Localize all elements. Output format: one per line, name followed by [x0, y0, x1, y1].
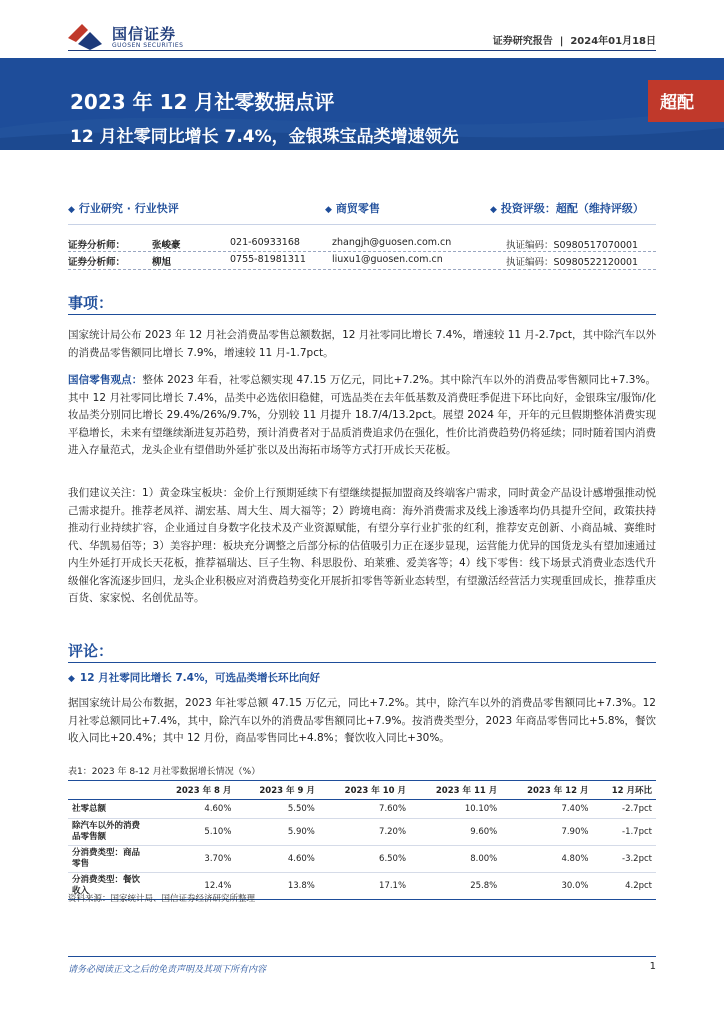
- analyst-cert: 执证编码：S0980522120001: [506, 257, 639, 268]
- table-header-cell: 2023 年 8 月: [152, 781, 235, 800]
- event-heading-rule: [68, 314, 656, 315]
- company-logo: [68, 22, 228, 52]
- table-cell: 4.80%: [501, 846, 592, 873]
- row-label: 社零总额: [68, 800, 152, 819]
- rating-badge: 超配: [660, 93, 694, 113]
- table-cell: 5.90%: [235, 819, 318, 846]
- view-label: 国信零售观点：: [68, 374, 143, 386]
- review-bullet-text: 12 月社零同比增长 7.4%，可选品类增长环比向好: [79, 672, 320, 684]
- analyst-divider: [68, 251, 656, 252]
- table-cell: 9.60%: [410, 819, 501, 846]
- analyst-cert: 执证编码：S0980517070001: [506, 240, 639, 251]
- table-cell: 8.00%: [410, 846, 501, 873]
- logo-text-cn: 国信证券: [112, 25, 177, 43]
- report-type: 证券研究报告: [492, 36, 553, 47]
- table-row: [68, 846, 656, 873]
- diamond-icon: ◆: [68, 674, 75, 684]
- table-cell: 4.60%: [235, 846, 318, 873]
- table-header-cell: [68, 781, 152, 800]
- table-cell: 5.10%: [152, 819, 235, 846]
- logo-text-en: GUOSEN SECURITIES: [112, 42, 184, 49]
- meta-category: [68, 200, 179, 216]
- table-header-row: [68, 781, 656, 800]
- report-date: 2024年01月18日: [570, 36, 656, 47]
- header-separator: |: [556, 36, 567, 47]
- event-paragraph: 国家统计局公布 2023 年 12 月社会消费品零售总额数据，12 月社零同比增长 7.4%，增速较 11 月-2.7pct，其中除汽车以外的消费品零售额同比增长 7.9%，增速较 11 月-1.7pct。: [68, 329, 656, 359]
- meta-industry-text: 商贸零售: [335, 202, 380, 215]
- diamond-icon: ◆: [68, 205, 75, 215]
- footer-disclaimer: 请务必阅读正文之后的免责声明及其项下所有内容: [68, 965, 267, 975]
- analyst-role: 证券分析师：: [68, 257, 126, 268]
- table-row: [68, 819, 656, 846]
- analyst-divider: [68, 269, 656, 270]
- analyst-email[interactable]: zhangjh@guosen.com.cn: [332, 237, 452, 248]
- review-heading-rule: [68, 662, 656, 663]
- table-row: [68, 800, 656, 819]
- diamond-icon: ◆: [490, 205, 497, 215]
- diamond-icon: ◆: [325, 205, 332, 215]
- analyst-phone: 0755-81981311: [230, 254, 306, 265]
- review-bullet: [68, 670, 320, 685]
- table-cell: -1.7pct: [592, 819, 656, 846]
- meta-divider: [68, 224, 656, 225]
- table-cell: 17.1%: [319, 873, 410, 900]
- table-cell: 5.50%: [235, 800, 318, 819]
- table-cell: 3.70%: [152, 846, 235, 873]
- report-header-info: [493, 32, 656, 47]
- table-cell: 6.50%: [319, 846, 410, 873]
- table-cell: 30.0%: [501, 873, 592, 900]
- analyst-email[interactable]: liuxu1@guosen.com.cn: [332, 254, 443, 265]
- table-header-cell: 12 月环比: [592, 781, 656, 800]
- table-cell: 10.10%: [410, 800, 501, 819]
- meta-rating: [490, 200, 644, 216]
- review-heading: 评论：: [68, 642, 114, 660]
- analyst-name: 张峻豪: [152, 240, 181, 251]
- row-label: 分消费类型：商品零售: [68, 846, 152, 873]
- table-cell: -3.2pct: [592, 846, 656, 873]
- event-heading: 事项：: [68, 294, 114, 312]
- view-paragraph: [68, 372, 656, 460]
- guosen-logo-icon: [68, 22, 104, 52]
- table-cell: 7.90%: [501, 819, 592, 846]
- footer-divider: [68, 956, 656, 957]
- table-header-cell: 2023 年 10 月: [319, 781, 410, 800]
- table-cell: 7.40%: [501, 800, 592, 819]
- table-cell: 13.8%: [235, 873, 318, 900]
- view-text: 整体 2023 年看，社零总额实现 47.15 万亿元，同比+7.2%。其中除汽车以外的消费品零售额同比+7.3%。其中 12 月社零同比增长 7.4%，品类中必选依旧稳健，可选品类在去年低基数及消费旺季促进下环比向好，金银珠宝/服饰/化妆品类分别同比增长 29.4%/26%/9.7%，分别较 11 月提升 18.7/4/13.2pct。展望 2024 年，开年的元旦假期整体消费实现平稳增长，未来有望继续渐进复苏趋势，预计消费者对于品质消费追求仍在强化，性价比消费趋势仍将延续；同时随着国内消费进入存量范式，龙头企业有望借助外延扩张以及出海拓市场等方式打开成长天花板。: [68, 374, 657, 456]
- table-header-cell: 2023 年 12 月: [501, 781, 592, 800]
- table-cell: 25.8%: [410, 873, 501, 900]
- page-number: 1: [649, 961, 656, 972]
- table-caption: 表1：2023 年 8-12 月社零数据增长情况（%）: [68, 767, 261, 777]
- analyst-name: 柳旭: [152, 257, 172, 268]
- analyst-role: 证券分析师：: [68, 240, 126, 251]
- analyst-phone: 021-60933168: [230, 237, 300, 248]
- table-cell: 4.2pct: [592, 873, 656, 900]
- report-subtitle: 12 月社零同比增长 7.4%，金银珠宝品类增速领先: [70, 127, 459, 147]
- table-header-cell: 2023 年 9 月: [235, 781, 318, 800]
- header-divider: [68, 50, 656, 51]
- review-paragraph: 据国家统计局公布数据，2023 年社零总额 47.15 万亿元，同比+7.2%。其中，除汽车以外的消费品零售额同比+7.3%。12 月社零总额同比+7.4%，其中，除汽车以外的消费品零售额同比+7.9%。按消费类型分，2023 年商品零售同比+5.8%，餐饮收入同比+20.4%；其中 12 月份，商品零售同比+4.8%；餐饮收入同比+30%。: [68, 697, 656, 744]
- table-source: 资料来源：国家统计局、国信证券经济研究所整理: [68, 894, 256, 904]
- table-cell: 4.60%: [152, 800, 235, 819]
- report-title: 2023 年 12 月社零数据点评: [70, 90, 335, 114]
- row-label: 分消费类型：餐饮收入: [68, 873, 152, 900]
- table-header-cell: 2023 年 11 月: [410, 781, 501, 800]
- meta-category-text: 行业研究 · 行业快评: [78, 202, 179, 215]
- meta-industry: [325, 200, 380, 216]
- table-cell: 12.4%: [152, 873, 235, 900]
- table-cell: 7.20%: [319, 819, 410, 846]
- table-cell: -2.7pct: [592, 800, 656, 819]
- suggest-paragraph: 我们建议关注：1）黄金珠宝板块：金价上行预期延续下有望继续提振加盟商及终端客户需求，同时黄金产品设计感增强推动悦己需求提升。推荐老凤祥、湖宏基、周大生、周大福等；2）跨境电商：海外消费需求及线上渗透率均仍具提升空间，政策扶持推动行业持续扩容，企业通过自身数字化技术及产业资源赋能，有望分享行业扩张的红利，推荐安克创新、小商品城、赛维时代、华凯易佰等；3）美容护理：板块充分调整之后部分标的估值吸引力正在逐步显现，运营能力优异的国货龙头有望加速通过内生外延打开成长天花板，推荐福瑞达、巨子生物、科思股份、珀莱雅、爱美客等；4）线下零售：线下场景式消费业态迭代升级催化客流逐步回归，龙头企业积极应对消费趋势变化开展折扣零售等新业态转型，有望激活经营活力实现重回成长，推荐重庆百货、家家悦、名创优品等。: [68, 487, 656, 604]
- data-table: [68, 780, 656, 900]
- row-label: 除汽车以外的消费品零售额: [68, 819, 152, 846]
- meta-rating-text: 投资评级：超配（维持评级）: [500, 202, 644, 215]
- table-cell: 7.60%: [319, 800, 410, 819]
